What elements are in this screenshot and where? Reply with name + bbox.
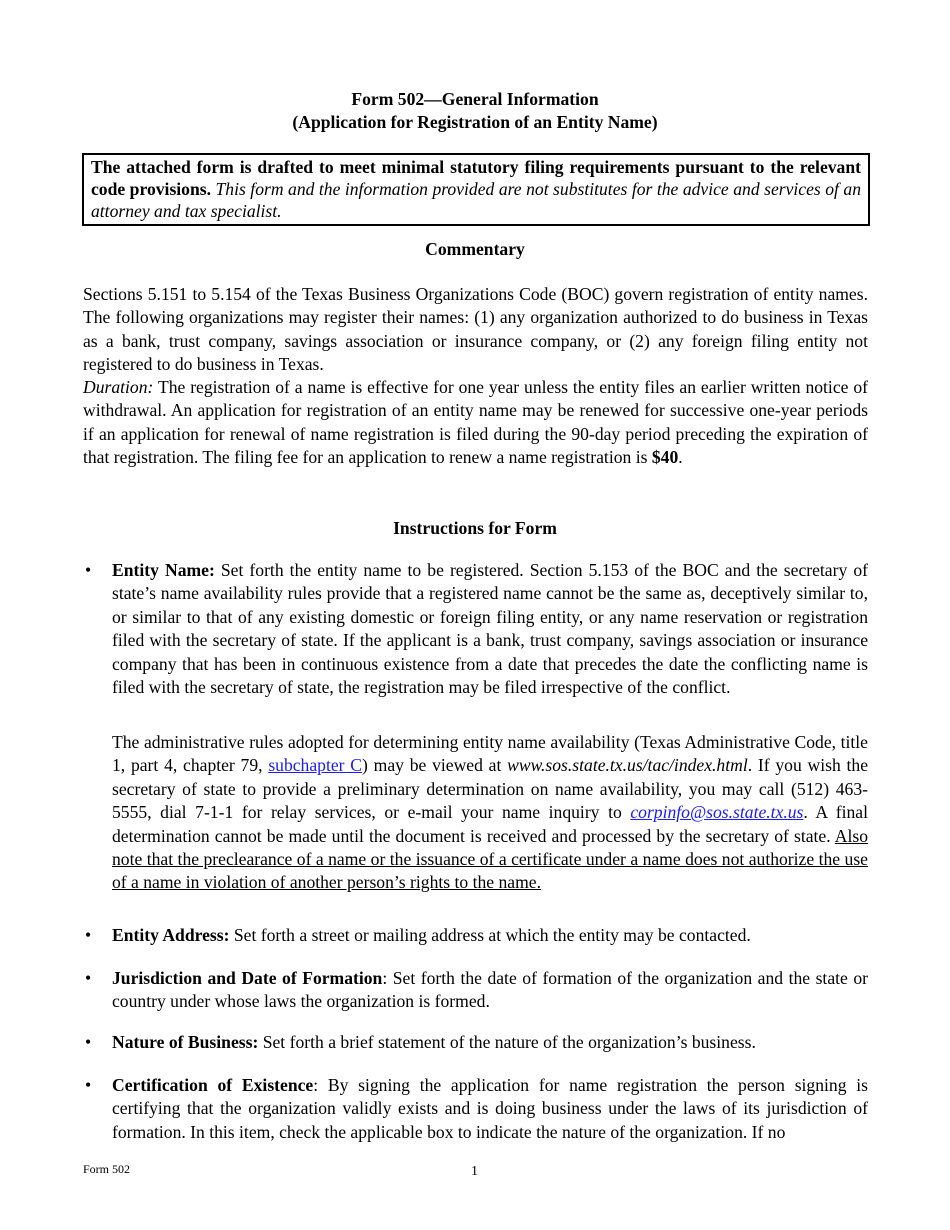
title-line-1: Form 502—General Information [351,89,599,109]
tac-url: www.sos.state.tx.us/tac/index.html [507,755,748,776]
entity-name-label: Entity Name: [112,560,215,580]
bullet-certification [83,1074,868,1144]
renewal-fee: $40 [651,447,679,468]
bullet-entity-name [83,559,868,699]
bullet-icon: • [85,1032,92,1052]
certification-text: : By signing the application for name registration the person signing is certifying that the organization validly exists and is doing business under the laws of its jurisdiction of formation. In this item, check the applicable box to indicate the nature of the organization. If no [112,1075,868,1142]
bullet-entity-address [83,924,868,947]
page-number: 1 [471,1164,478,1179]
jurisdiction-text: : Set forth the date of formation of the organization and the state or country under whose laws the organization is formed. [112,968,868,1012]
email-link[interactable] [630,802,803,822]
duration-paragraph [83,376,868,470]
bullet-icon: • [85,560,92,580]
rules-text-2: ) may be viewed at [362,755,508,776]
instructions-heading: Instructions for Form [393,518,557,538]
rules-text-4: . A final determination cannot be made until the document is received and processed by the secretary of state. [112,802,868,846]
nature-label: Nature of Business: [112,1032,259,1052]
bullet-icon: • [85,925,92,945]
entity-address-text: Set forth a street or mailing address at which the entity may be contacted. [229,925,751,945]
bullet-icon: • [85,1075,92,1095]
period: . [678,447,683,468]
entity-address-label: Entity Address: [112,925,230,945]
bullet-jurisdiction [83,967,868,1014]
notice-italic: This form and the information provided are not substitutes for the advice and services of an attorney and tax specialist. [91,179,862,221]
entity-name-text: Set forth the entity name to be registered. Section 5.153 of the BOC and the secretary of state’s name availability rules provide that a registered name cannot be the same as, deceptively similar to, or similar to that of any existing domestic or foreign filing entity, or any name reservation or registration filed with the secretary of state. If the applicant is a bank, trust company, savings association or insurance company that has been in continuous existence from a date that precedes the date the conflicting name is filed with the secretary of state, the registration may be filed irrespective of the conflict. [112,560,868,698]
email-text: corpinfo@sos.state.tx.us [630,802,804,823]
rules-text-3: . If you wish the secretary of state to provide a preliminary determination on name availability, you may call (512) 463-5555, dial 7-1-1 for relay services, or e-mail your name inquiry to [112,755,869,823]
commentary-paragraph: Sections 5.151 to 5.154 of the Texas Business Organizations Code (BOC) govern registration of entity names. The following organizations may register their names: (1) any organization authorized to do business in Texas as a bank, trust company, savings association or insurance company, or (2) any foreign filing entity not registered to do business in Texas. [83,284,868,375]
commentary-heading: Commentary [425,239,525,259]
name-availability-paragraph [112,731,868,895]
duration-label: Duration: [83,377,154,397]
jurisdiction-label: Jurisdiction and Date of Formation [112,968,383,988]
title-line-2: (Application for Registration of an Entity Name) [292,112,658,132]
notice-bold: The attached form is drafted to meet minimal statutory filing requirements pursuant to the relevant code provisions. [91,157,861,199]
bullet-icon: • [85,968,92,988]
form-title [0,88,950,134]
rules-text-1: The administrative rules adopted for determining entity name availability (Texas Administrative Code, title 1, part 4, chapter 79, [112,732,868,776]
bullet-nature-of-business [83,1031,868,1054]
certification-label: Certification of Existence [112,1075,314,1095]
duration-text: The registration of a name is effective for one year unless the entity files an earlier written notice of withdrawal. An application for registration of an entity name may be renewed for successive one-year periods if an application for renewal of name registration is filed during the 90-day period preceding the expiration of that registration. The filing fee for an application to renew a name registration is [83,377,868,468]
subchapter-c-link[interactable]: subchapter C [268,755,363,776]
notice-box [82,153,870,226]
footer-form-number: Form 502 [83,1162,131,1176]
nature-text: Set forth a brief statement of the nature of the organization’s business. [258,1032,756,1052]
underlined-warning: Also note that the preclearance of a name or the issuance of a certificate under a name does not authorize the use of a name in violation of another person’s rights to the name. [112,825,868,893]
